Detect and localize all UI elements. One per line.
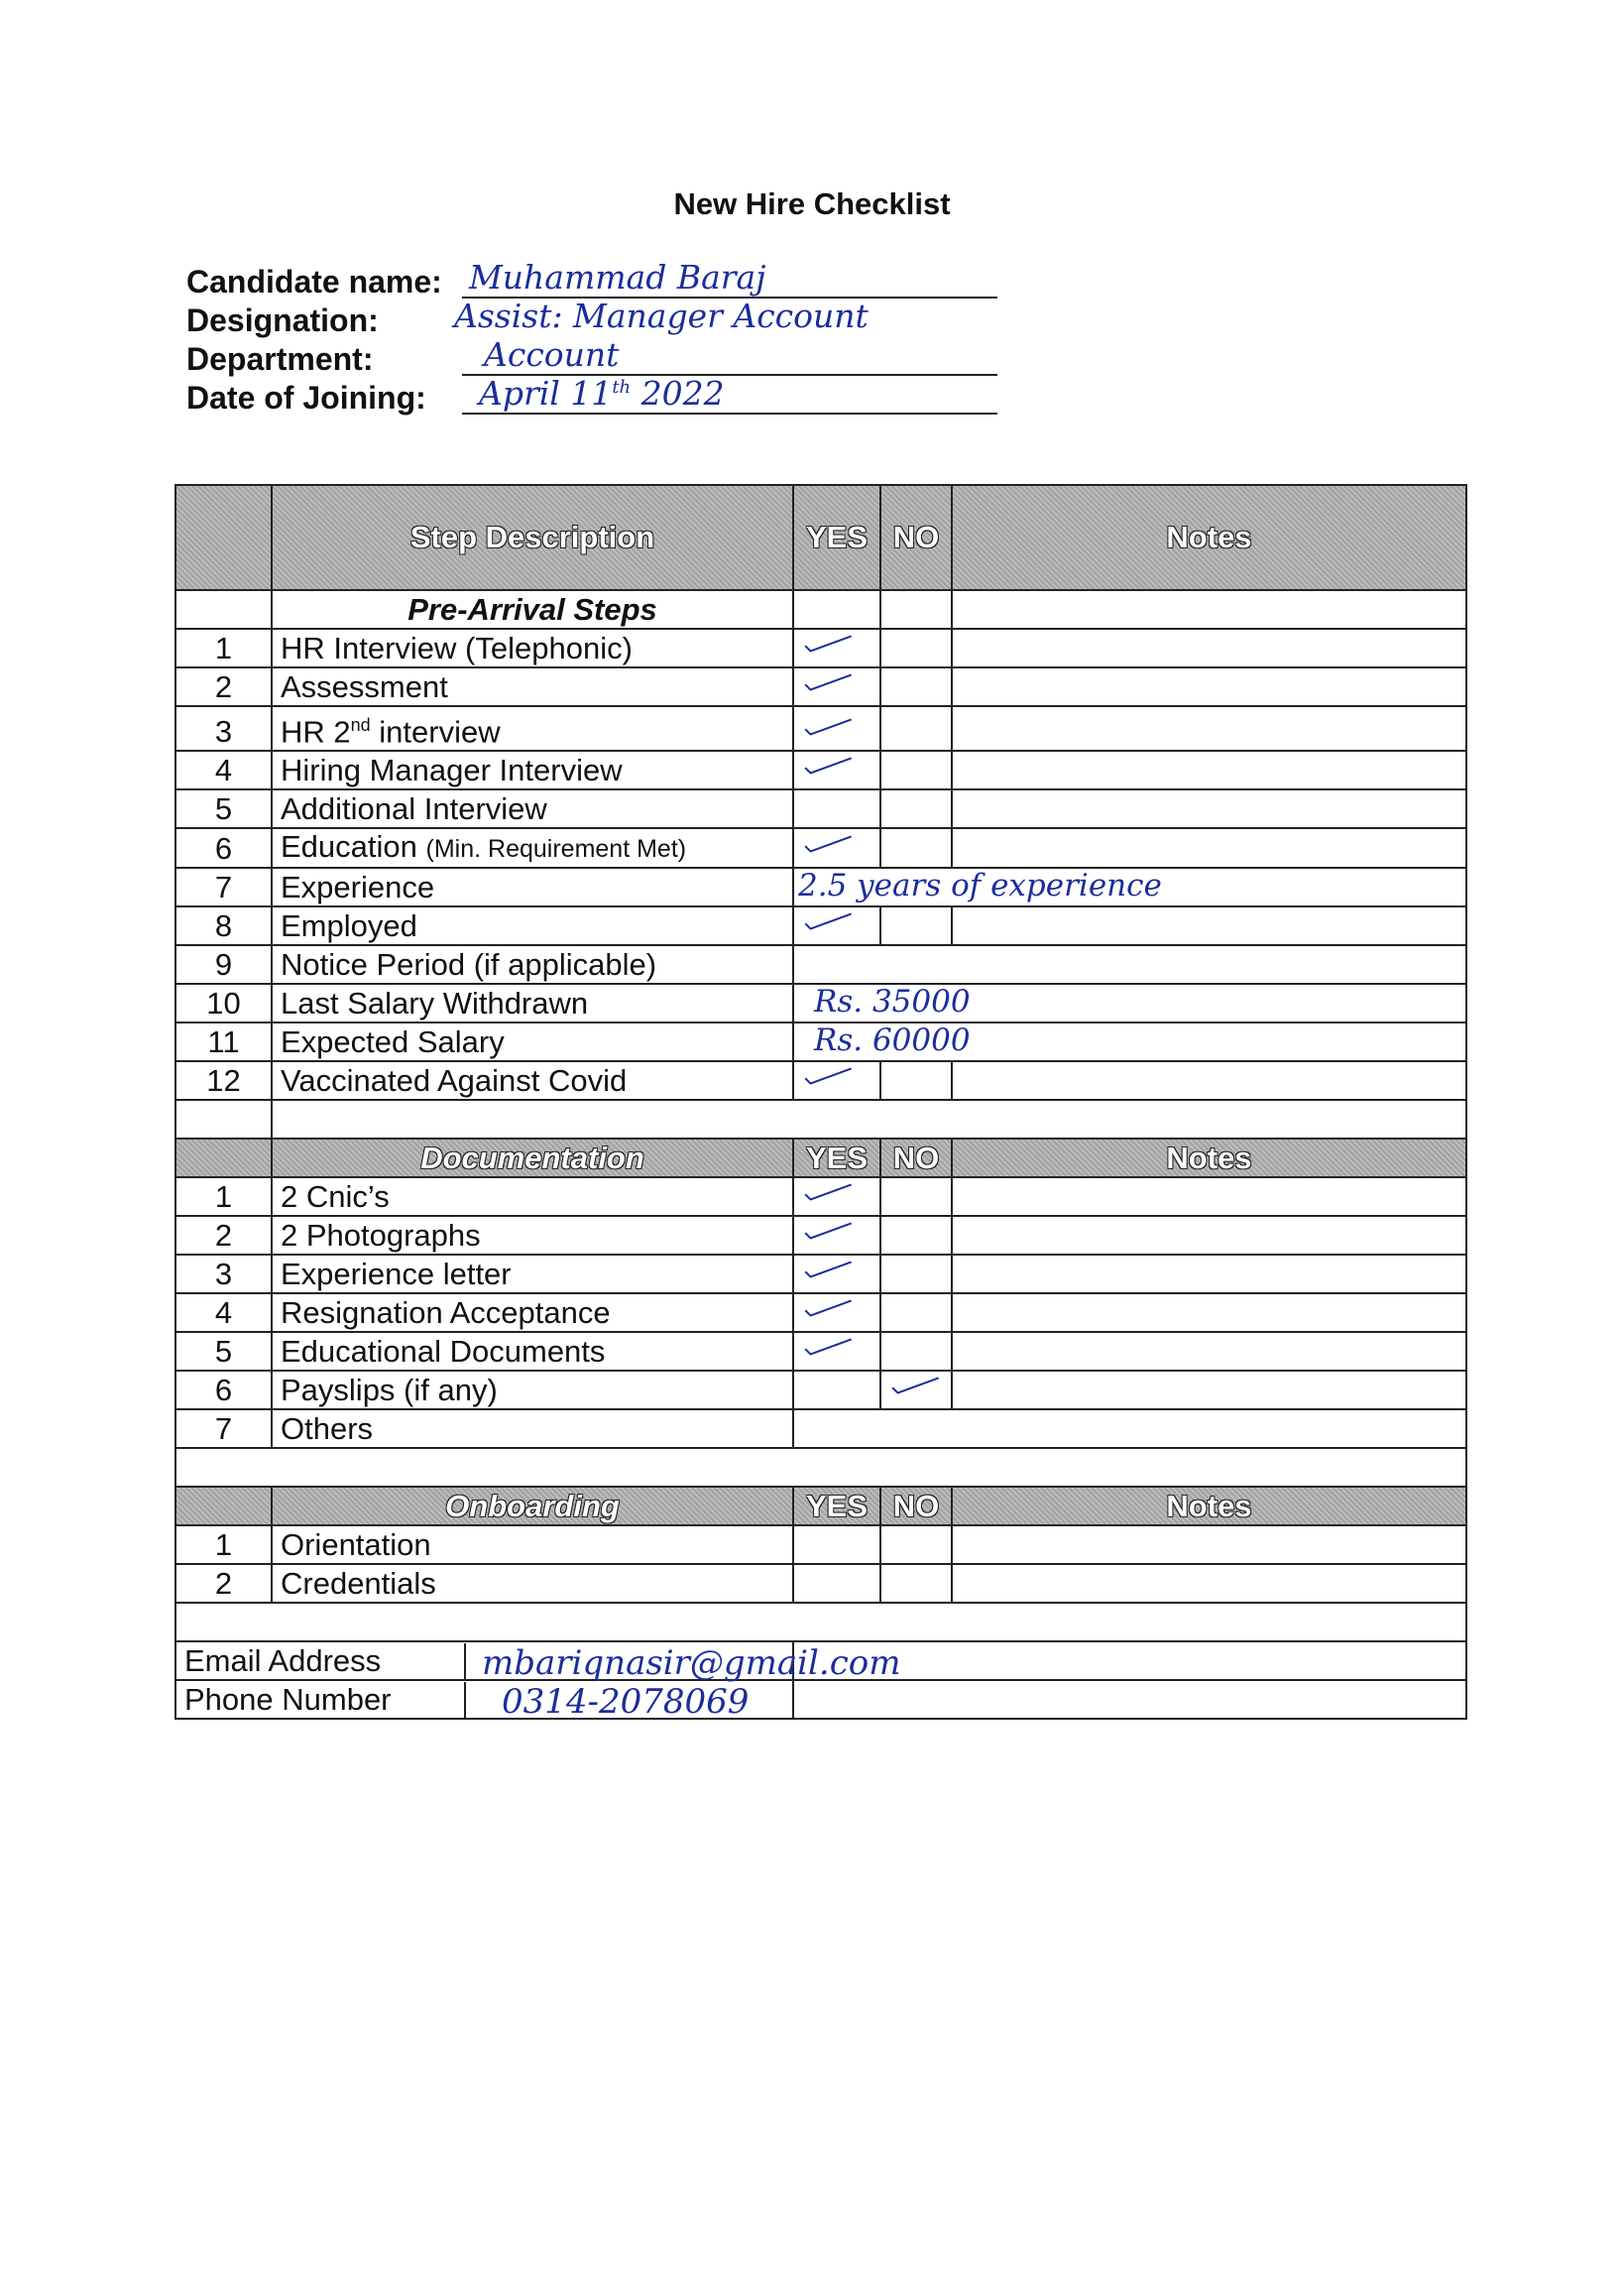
row-number: 7 bbox=[175, 868, 272, 906]
row-number: 1 bbox=[175, 1177, 272, 1216]
yes-cell bbox=[793, 828, 880, 868]
table-row bbox=[175, 1177, 1466, 1216]
documentation-header-row bbox=[175, 1139, 1466, 1177]
notes-cell bbox=[952, 1255, 1466, 1293]
header-notes: Notes bbox=[952, 1487, 1466, 1525]
row-number: 5 bbox=[175, 789, 272, 828]
checkmark-icon bbox=[802, 835, 854, 859]
table-row bbox=[175, 1409, 1466, 1448]
notes-cell bbox=[952, 1061, 1466, 1100]
yes-cell bbox=[793, 1525, 880, 1564]
no-cell bbox=[880, 667, 952, 706]
checkmark-icon bbox=[802, 757, 854, 781]
no-cell bbox=[880, 1255, 952, 1293]
designation-value: Assist: Manager Account bbox=[454, 297, 869, 335]
page-title: New Hire Checklist bbox=[673, 186, 951, 221]
candidate-name-label: Candidate name: bbox=[186, 264, 442, 300]
row-number: 4 bbox=[175, 751, 272, 789]
step-description: 2 Photographs bbox=[272, 1216, 793, 1255]
table-row bbox=[175, 789, 1466, 828]
checkmark-icon bbox=[802, 1338, 854, 1362]
date-of-joining-line bbox=[462, 413, 997, 415]
header-no: NO bbox=[880, 1487, 952, 1525]
table-row bbox=[175, 1023, 1466, 1061]
row-number: 1 bbox=[175, 629, 272, 667]
notes-cell bbox=[952, 1332, 1466, 1371]
no-cell bbox=[880, 1332, 952, 1371]
yes-cell bbox=[793, 706, 880, 751]
date-of-joining-value: April 11th 2022 bbox=[479, 374, 725, 413]
yes-cell bbox=[793, 1216, 880, 1255]
row-number: 2 bbox=[175, 667, 272, 706]
yes-cell bbox=[793, 789, 880, 828]
row-number: 10 bbox=[175, 984, 272, 1023]
no-cell bbox=[880, 751, 952, 789]
row-number: 6 bbox=[175, 828, 272, 868]
step-description: Educational Documents bbox=[272, 1332, 793, 1371]
checkmark-icon bbox=[802, 912, 854, 936]
onboarding-header-row bbox=[175, 1487, 1466, 1525]
phone-value: 0314-2078069 bbox=[502, 1682, 750, 1723]
experience-note: 2.5 years of experience bbox=[798, 868, 1162, 904]
header-blank-cell bbox=[175, 485, 272, 590]
yes-cell bbox=[793, 629, 880, 667]
no-cell bbox=[880, 1061, 952, 1100]
header-notes: Notes bbox=[952, 1139, 1466, 1177]
phone-label-cell bbox=[175, 1680, 793, 1723]
no-cell bbox=[880, 629, 952, 667]
step-description: Vaccinated Against Covid bbox=[272, 1061, 793, 1100]
row-number: 3 bbox=[175, 1255, 272, 1293]
checklist-table bbox=[174, 484, 1467, 1723]
documentation-title: Documentation bbox=[272, 1139, 793, 1177]
notes-cell bbox=[952, 629, 1466, 667]
no-cell bbox=[880, 1525, 952, 1564]
pre-arrival-section-row bbox=[175, 590, 1466, 629]
step-description: Last Salary Withdrawn bbox=[272, 984, 793, 1023]
expected-salary-cell bbox=[793, 1023, 1466, 1061]
notes-cell bbox=[952, 706, 1466, 751]
row-number: 1 bbox=[175, 1525, 272, 1564]
checkmark-icon bbox=[802, 1183, 854, 1207]
checkmark-icon bbox=[802, 718, 854, 742]
notes-cell bbox=[952, 1564, 1466, 1603]
table-row bbox=[175, 1332, 1466, 1371]
checkmark-icon bbox=[802, 1067, 854, 1091]
row-number: 11 bbox=[175, 1023, 272, 1061]
notes-cell bbox=[952, 667, 1466, 706]
table-row bbox=[175, 706, 1466, 751]
table-row bbox=[175, 1061, 1466, 1100]
yes-cell bbox=[793, 1061, 880, 1100]
step-description: Orientation bbox=[272, 1525, 793, 1564]
no-cell bbox=[880, 706, 952, 751]
checkmark-icon bbox=[802, 1261, 854, 1284]
email-value: mbariqnasir@gmail.com bbox=[482, 1643, 901, 1684]
no-cell bbox=[880, 1216, 952, 1255]
notes-cell bbox=[952, 751, 1466, 789]
row-number: 7 bbox=[175, 1409, 272, 1448]
department-label: Department: bbox=[186, 341, 374, 377]
row-number: 3 bbox=[175, 706, 272, 751]
table-header-row bbox=[175, 485, 1466, 590]
step-description: Assessment bbox=[272, 667, 793, 706]
yes-cell bbox=[793, 1177, 880, 1216]
checkmark-icon bbox=[889, 1377, 941, 1400]
row-number: 2 bbox=[175, 1216, 272, 1255]
notes-cell bbox=[952, 1525, 1466, 1564]
table-row bbox=[175, 1371, 1466, 1409]
header-yes: YES bbox=[793, 1139, 880, 1177]
step-description: Education (Min. Requirement Met) bbox=[272, 828, 793, 868]
designation-label: Designation: bbox=[186, 302, 379, 338]
yes-cell bbox=[793, 1293, 880, 1332]
step-description: Experience letter bbox=[272, 1255, 793, 1293]
notes-cell bbox=[952, 828, 1466, 868]
no-cell bbox=[880, 906, 952, 945]
others-cell bbox=[793, 1409, 1466, 1448]
pre-arrival-title: Pre-Arrival Steps bbox=[272, 590, 793, 629]
step-description: Credentials bbox=[272, 1564, 793, 1603]
no-cell bbox=[880, 1564, 952, 1603]
notes-cell bbox=[952, 1371, 1466, 1409]
yes-cell bbox=[793, 1371, 880, 1409]
candidate-name-value: Muhammad Baraj bbox=[469, 258, 766, 297]
yes-cell bbox=[793, 751, 880, 789]
phone-label: Phone Number bbox=[184, 1682, 466, 1718]
phone-row bbox=[175, 1680, 1466, 1719]
checkmark-icon bbox=[802, 1299, 854, 1323]
header-no: NO bbox=[880, 485, 952, 590]
onboarding-title: Onboarding bbox=[272, 1487, 793, 1525]
checkmark-icon bbox=[802, 673, 854, 697]
table-row bbox=[175, 868, 1466, 906]
checkmark-icon bbox=[802, 635, 854, 659]
table-row bbox=[175, 1293, 1466, 1332]
header-step-description: Step Description bbox=[272, 485, 793, 590]
step-description: Others bbox=[272, 1409, 793, 1448]
yes-cell bbox=[793, 1564, 880, 1603]
notes-cell bbox=[952, 1216, 1466, 1255]
experience-note-cell bbox=[793, 868, 1466, 906]
notes-cell bbox=[952, 1293, 1466, 1332]
step-description: Expected Salary bbox=[272, 1023, 793, 1061]
header-no: NO bbox=[880, 1139, 952, 1177]
row-number: 6 bbox=[175, 1371, 272, 1409]
spacer-row bbox=[175, 1448, 1466, 1487]
last-salary-note: Rs. 35000 bbox=[814, 984, 971, 1021]
last-salary-cell bbox=[793, 984, 1466, 1023]
step-description: Payslips (if any) bbox=[272, 1371, 793, 1409]
yes-cell bbox=[793, 667, 880, 706]
table-row bbox=[175, 751, 1466, 789]
date-of-joining-label: Date of Joining: bbox=[186, 380, 426, 416]
no-cell bbox=[880, 1371, 952, 1409]
step-description: Resignation Acceptance bbox=[272, 1293, 793, 1332]
table-row bbox=[175, 1525, 1466, 1564]
expected-salary-note: Rs. 60000 bbox=[814, 1023, 971, 1059]
table-row bbox=[175, 1216, 1466, 1255]
step-description: 2 Cnic’s bbox=[272, 1177, 793, 1216]
table-row bbox=[175, 828, 1466, 868]
department-value: Account bbox=[484, 335, 620, 374]
phone-extra-cell bbox=[793, 1680, 1466, 1719]
step-description: Hiring Manager Interview bbox=[272, 751, 793, 789]
row-number: 4 bbox=[175, 1293, 272, 1332]
spacer-row bbox=[175, 1603, 1466, 1641]
email-label-cell bbox=[175, 1641, 901, 1684]
email-row bbox=[175, 1641, 1466, 1680]
header-yes: YES bbox=[793, 1487, 880, 1525]
header-yes: YES bbox=[793, 485, 880, 590]
yes-cell bbox=[793, 1332, 880, 1371]
checkmark-icon bbox=[802, 1222, 854, 1246]
table-row bbox=[175, 1255, 1466, 1293]
row-number: 12 bbox=[175, 1061, 272, 1100]
notice-period-cell bbox=[793, 945, 1466, 984]
row-number: 2 bbox=[175, 1564, 272, 1603]
no-cell bbox=[880, 789, 952, 828]
table-row bbox=[175, 945, 1466, 984]
no-cell bbox=[880, 1177, 952, 1216]
row-number: 8 bbox=[175, 906, 272, 945]
no-cell bbox=[880, 828, 952, 868]
table-row bbox=[175, 629, 1466, 667]
notes-cell bbox=[952, 789, 1466, 828]
row-number: 9 bbox=[175, 945, 272, 984]
notes-cell bbox=[952, 1177, 1466, 1216]
no-cell bbox=[880, 1293, 952, 1332]
header-notes: Notes bbox=[952, 485, 1466, 590]
email-label: Email Address bbox=[184, 1643, 466, 1679]
yes-cell bbox=[793, 1255, 880, 1293]
spacer-row bbox=[175, 1100, 1466, 1139]
row-number: 5 bbox=[175, 1332, 272, 1371]
table-row bbox=[175, 906, 1466, 945]
table-row bbox=[175, 984, 1466, 1023]
step-description: Additional Interview bbox=[272, 789, 793, 828]
step-description: Notice Period (if applicable) bbox=[272, 945, 793, 984]
step-description: HR 2nd interview bbox=[272, 706, 793, 751]
step-description: Experience bbox=[272, 868, 793, 906]
notes-cell bbox=[952, 906, 1466, 945]
yes-cell bbox=[793, 906, 880, 945]
step-description: Employed bbox=[272, 906, 793, 945]
step-description: HR Interview (Telephonic) bbox=[272, 629, 793, 667]
table-row bbox=[175, 1564, 1466, 1603]
table-row bbox=[175, 667, 1466, 706]
